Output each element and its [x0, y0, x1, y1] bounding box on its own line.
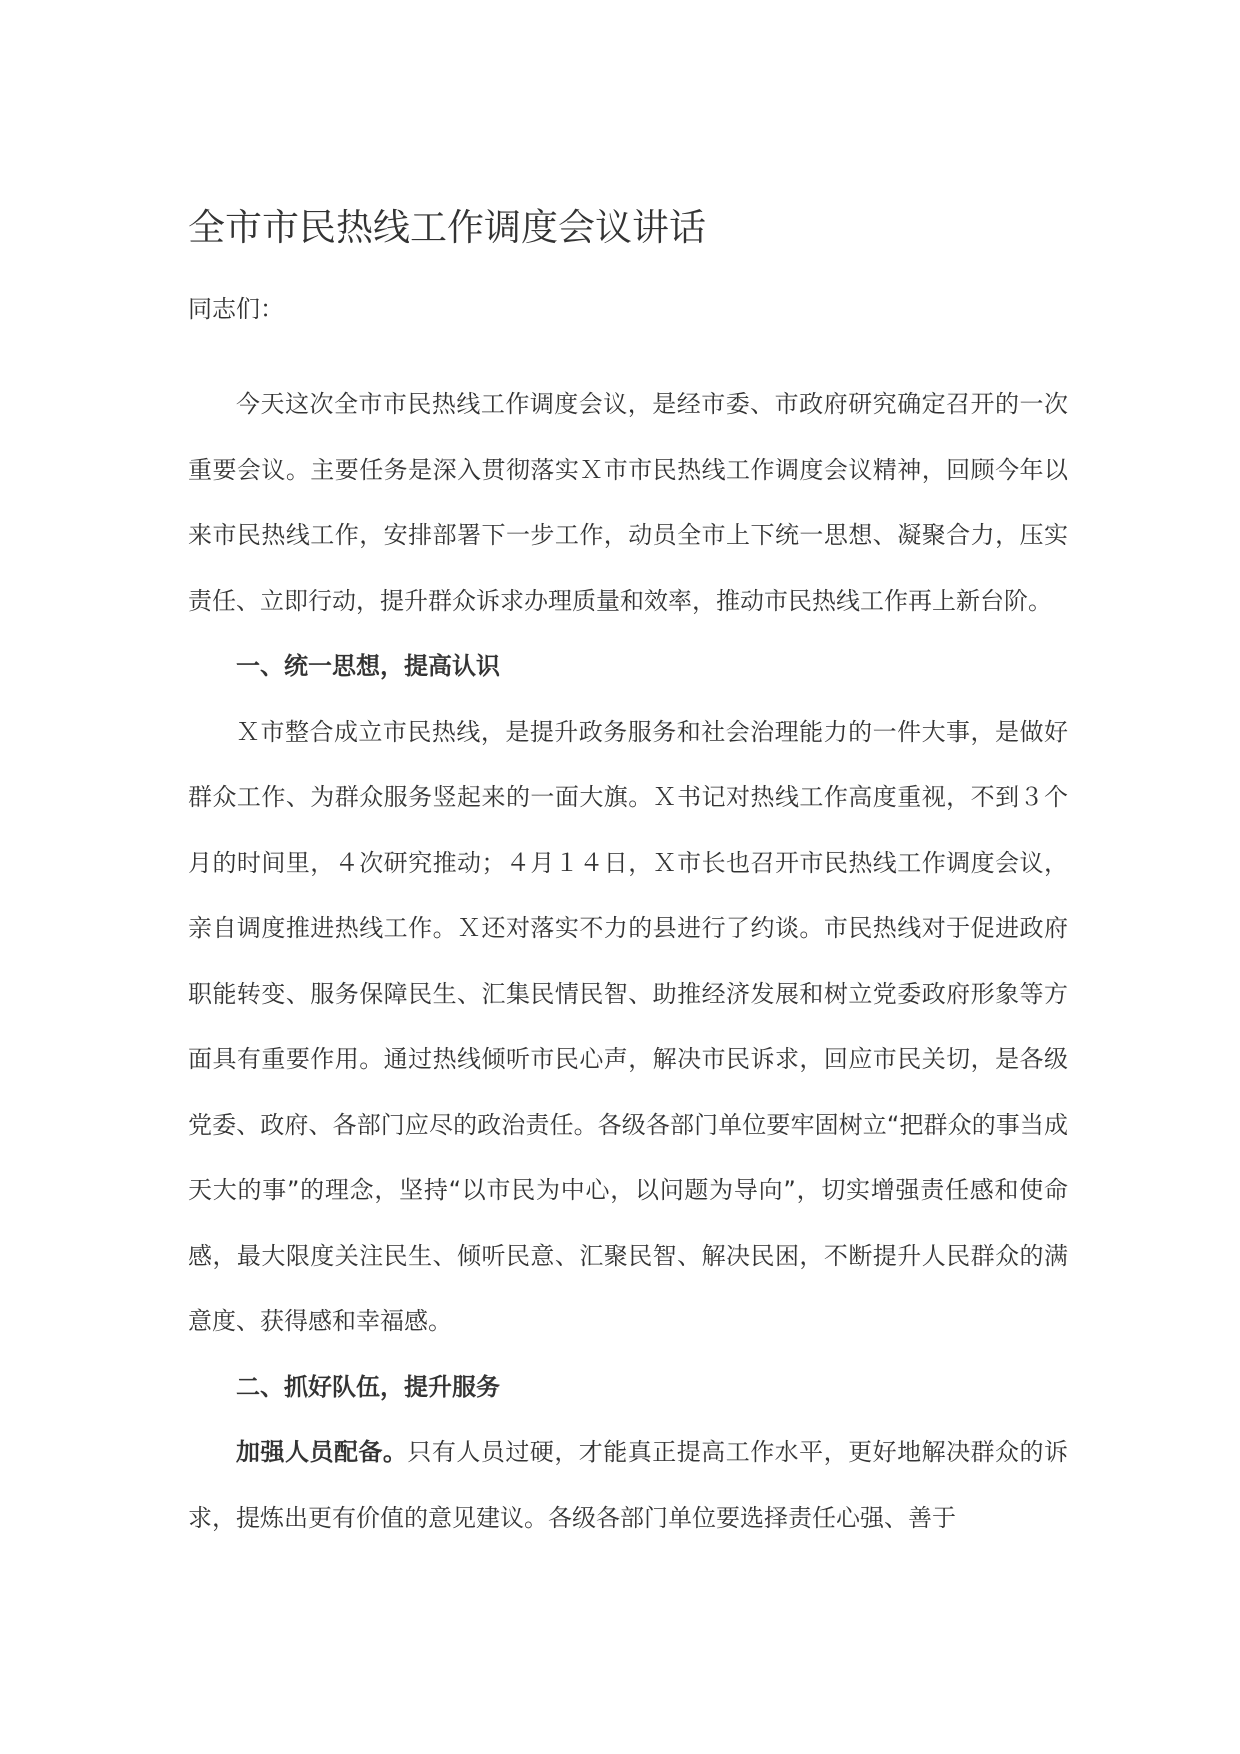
- paragraph-section-1: Ｘ市整合成立市民热线，是提升政务服务和社会治理能力的一件大事，是做好群众工作、为群众服务竖起来的一面大旗。Ｘ书记对热线工作高度重视，不到３个月的时间里，４次研究推动；４月１４日，Ｘ市长也召开市民热线工作调度会议，亲自调度推进热线工作。Ｘ还对落实不力的县进行了约谈。市民热线对于促进政府职能转变、服务保障民生、汇集民情民智、助推经济发展和树立党委政府形象等方面具有重要作用。通过热线倾听市民心声，解决市民诉求，回应市民关切，是各级党委、政府、各部门应尽的政治责任。各级各部门单位要牢固树立“把群众的事当成天大的事”的理念，坚持“以市民为中心，以问题为导向”，切实增强责任感和使命感，最大限度关注民生、倾听民意、汇聚民智、解决民困，不断提升人民群众的满意度、获得感和幸福感。: [188, 717, 1068, 1335]
- document-title: 全市市民热线工作调度会议讲话: [188, 206, 706, 249]
- document-body: [188, 372, 1068, 1551]
- salutation: 同志们：: [188, 295, 284, 323]
- paragraph-lead-phrase: 加强人员配备。: [236, 1438, 408, 1466]
- paragraph-section-2: [188, 1420, 1068, 1551]
- paragraph-lead-text: 只有人员过硬，才能真正提高工作水平，更好地解决群众的诉求，提炼出更有价值的意见建议。各级各部门单位要选择责任心强、善于: [188, 1438, 1069, 1532]
- section-heading-1: 一、统一思想，提高认识: [236, 652, 500, 680]
- section-heading-2: 二、抓好队伍，提升服务: [236, 1372, 500, 1401]
- paragraph-intro: 今天这次全市市民热线工作调度会议，是经市委、市政府研究确定召开的一次重要会议。主要任务是深入贯彻落实Ｘ市市民热线工作调度会议精神，回顾今年以来市民热线工作，安排部署下一步工作，动员全市上下统一思想、凝聚合力，压实责任、立即行动，提升群众诉求办理质量和效率，推动市民热线工作再上新台阶。: [188, 390, 1068, 615]
